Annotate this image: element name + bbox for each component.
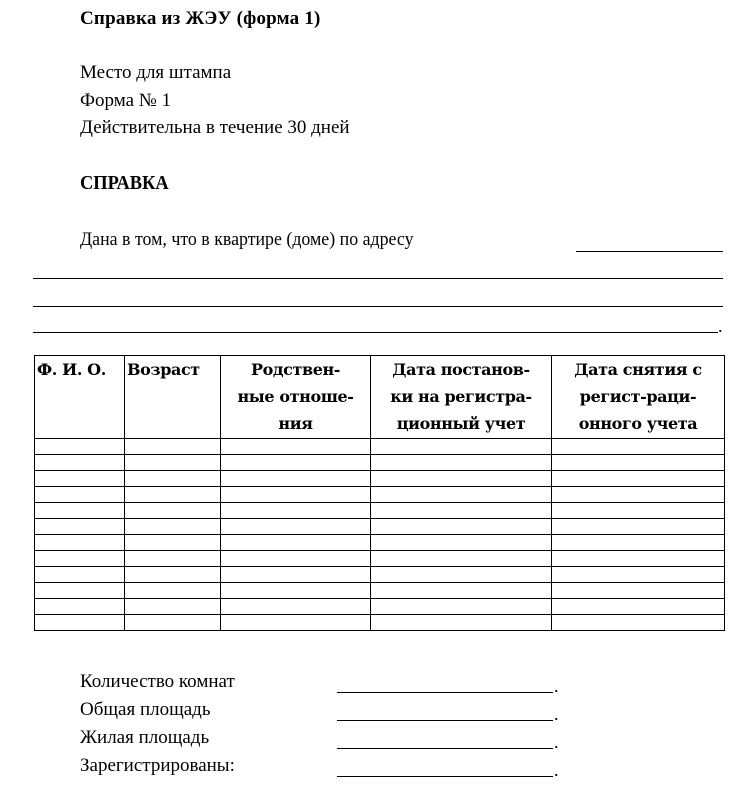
cell-deregistration-date[interactable] <box>552 599 725 615</box>
cell-age[interactable] <box>125 615 221 631</box>
validity-label: Действительна в течение 30 дней <box>80 117 350 138</box>
table-row <box>35 535 725 551</box>
total-area-label: Общая площадь <box>80 699 211 720</box>
column-header-text: Родствен- <box>250 360 341 379</box>
intro-text: Дана в том, что в квартире (доме) по адресу <box>80 229 414 250</box>
table-row <box>35 599 725 615</box>
cell-relationship[interactable] <box>221 551 371 567</box>
cell-age[interactable] <box>125 455 221 471</box>
living-area-field[interactable] <box>337 748 553 749</box>
document-title: Справка из ЖЭУ (форма 1) <box>80 8 321 29</box>
cell-age[interactable] <box>125 439 221 455</box>
table-row <box>35 519 725 535</box>
cell-full-name[interactable] <box>35 503 125 519</box>
total-area-field[interactable] <box>337 720 553 721</box>
cell-age[interactable] <box>125 503 221 519</box>
table-row <box>35 503 725 519</box>
column-header-text: ки на регистра- <box>390 387 532 406</box>
table-header-row <box>35 356 725 439</box>
cell-registration-date[interactable] <box>371 519 552 535</box>
cell-registration-date[interactable] <box>371 567 552 583</box>
cell-full-name[interactable] <box>35 519 125 535</box>
cell-full-name[interactable] <box>35 599 125 615</box>
column-header-age <box>125 356 221 439</box>
cell-full-name[interactable] <box>35 487 125 503</box>
cell-full-name[interactable] <box>35 455 125 471</box>
form-number-label: Форма № 1 <box>80 90 172 111</box>
column-header-text: Возраст <box>127 360 200 379</box>
column-header-full-name <box>35 356 125 439</box>
column-header-text: ционный учет <box>396 414 526 433</box>
living-area-period: . <box>554 732 559 752</box>
cell-registration-date[interactable] <box>371 503 552 519</box>
rooms-count-label: Количество комнат <box>80 671 235 692</box>
rooms-count-field[interactable] <box>337 692 553 693</box>
cell-registration-date[interactable] <box>371 455 552 471</box>
column-header-text: Ф. И. О. <box>37 360 106 379</box>
table-row <box>35 551 725 567</box>
cell-registration-date[interactable] <box>371 583 552 599</box>
cell-deregistration-date[interactable] <box>552 471 725 487</box>
cell-age[interactable] <box>125 551 221 567</box>
cell-full-name[interactable] <box>35 615 125 631</box>
column-header-text: Дата постанов- <box>392 360 530 379</box>
cell-deregistration-date[interactable] <box>552 535 725 551</box>
table-row <box>35 439 725 455</box>
cell-deregistration-date[interactable] <box>552 503 725 519</box>
column-header-relationship <box>221 356 371 439</box>
living-area-label: Жилая площадь <box>80 727 210 748</box>
registered-period: . <box>554 760 559 780</box>
address-field-line-2[interactable] <box>33 278 723 279</box>
cell-relationship[interactable] <box>221 471 371 487</box>
cell-full-name[interactable] <box>35 471 125 487</box>
registered-label: Зарегистрированы: <box>80 755 235 776</box>
cell-deregistration-date[interactable] <box>552 519 725 535</box>
cell-deregistration-date[interactable] <box>552 487 725 503</box>
cell-registration-date[interactable] <box>371 599 552 615</box>
cell-registration-date[interactable] <box>371 487 552 503</box>
cell-relationship[interactable] <box>221 535 371 551</box>
cell-age[interactable] <box>125 583 221 599</box>
cell-deregistration-date[interactable] <box>552 615 725 631</box>
cell-registration-date[interactable] <box>371 471 552 487</box>
cell-relationship[interactable] <box>221 487 371 503</box>
rooms-count-period: . <box>554 676 559 696</box>
cell-registration-date[interactable] <box>371 535 552 551</box>
total-area-period: . <box>554 704 559 724</box>
cell-age[interactable] <box>125 599 221 615</box>
cell-relationship[interactable] <box>221 583 371 599</box>
cell-full-name[interactable] <box>35 439 125 455</box>
cell-registration-date[interactable] <box>371 615 552 631</box>
cell-deregistration-date[interactable] <box>552 439 725 455</box>
cell-relationship[interactable] <box>221 599 371 615</box>
column-header-text: ные отноше- <box>237 387 354 406</box>
cell-age[interactable] <box>125 567 221 583</box>
cell-full-name[interactable] <box>35 567 125 583</box>
table-row <box>35 615 725 631</box>
column-header-registration-date <box>371 356 552 439</box>
cell-relationship[interactable] <box>221 455 371 471</box>
cell-registration-date[interactable] <box>371 551 552 567</box>
registered-field[interactable] <box>337 776 553 777</box>
cell-relationship[interactable] <box>221 567 371 583</box>
cell-age[interactable] <box>125 471 221 487</box>
table-row <box>35 455 725 471</box>
cell-full-name[interactable] <box>35 535 125 551</box>
cell-registration-date[interactable] <box>371 439 552 455</box>
cell-relationship[interactable] <box>221 615 371 631</box>
column-header-deregistration-date <box>552 356 725 439</box>
cell-age[interactable] <box>125 487 221 503</box>
column-header-text: ния <box>278 414 313 433</box>
address-end-period: . <box>718 316 723 336</box>
column-header-text: Дата снятия с <box>574 360 702 379</box>
cell-full-name[interactable] <box>35 551 125 567</box>
cell-age[interactable] <box>125 535 221 551</box>
table-row <box>35 471 725 487</box>
table-body <box>35 439 725 631</box>
address-field-line-1[interactable] <box>576 251 723 252</box>
table-row <box>35 567 725 583</box>
stamp-place-label: Место для штампа <box>80 62 232 83</box>
residents-table <box>34 355 725 631</box>
cell-deregistration-date[interactable] <box>552 583 725 599</box>
certificate-heading: СПРАВКА <box>80 172 169 194</box>
cell-deregistration-date[interactable] <box>552 567 725 583</box>
table-row <box>35 583 725 599</box>
cell-relationship[interactable] <box>221 439 371 455</box>
column-header-text: онного учета <box>578 414 698 433</box>
cell-deregistration-date[interactable] <box>552 551 725 567</box>
table-row <box>35 487 725 503</box>
cell-full-name[interactable] <box>35 583 125 599</box>
cell-relationship[interactable] <box>221 503 371 519</box>
address-field-line-3[interactable] <box>33 306 723 307</box>
column-header-text: регист-раци- <box>579 387 697 406</box>
cell-relationship[interactable] <box>221 519 371 535</box>
address-field-line-4[interactable] <box>33 332 718 333</box>
cell-age[interactable] <box>125 519 221 535</box>
cell-deregistration-date[interactable] <box>552 455 725 471</box>
